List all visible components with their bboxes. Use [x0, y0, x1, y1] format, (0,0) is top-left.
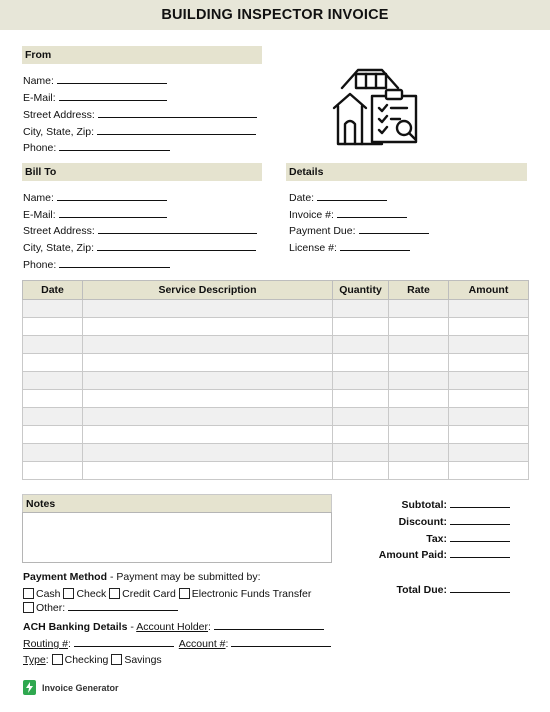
table-cell[interactable] — [23, 462, 83, 480]
ach-routing-account-row — [23, 637, 331, 650]
payment-option-eft[interactable]: Electronic Funds Transfer — [179, 588, 312, 600]
payment-method-line — [23, 571, 261, 583]
table-cell[interactable] — [333, 390, 389, 408]
table-cell[interactable] — [449, 300, 529, 318]
bill-to-street-field[interactable]: Street Address: — [23, 224, 257, 237]
details-date-field[interactable]: Date: — [289, 191, 387, 204]
table-cell[interactable] — [449, 390, 529, 408]
column-header-quantity: Quantity — [333, 281, 389, 300]
table-row — [23, 336, 529, 354]
table-cell[interactable] — [83, 408, 333, 426]
checkbox-other[interactable] — [23, 602, 34, 613]
table-cell[interactable] — [449, 408, 529, 426]
table-row — [23, 426, 529, 444]
table-cell[interactable] — [333, 318, 389, 336]
table-cell[interactable] — [389, 390, 449, 408]
checkbox-credit-card[interactable] — [109, 588, 120, 599]
invoice-title: BUILDING INSPECTOR INVOICE — [0, 0, 550, 30]
table-cell[interactable] — [333, 462, 389, 480]
bill-to-name-field[interactable]: Name: — [23, 191, 167, 204]
table-cell[interactable] — [83, 336, 333, 354]
bill-to-email-field[interactable]: E-Mail: — [23, 208, 167, 221]
table-row — [23, 408, 529, 426]
table-row — [23, 462, 529, 480]
from-email-field[interactable]: E-Mail: — [23, 91, 167, 104]
column-header-amount: Amount — [449, 281, 529, 300]
payment-method-subtext: - Payment may be submitted by: — [109, 571, 261, 583]
table-cell[interactable] — [23, 390, 83, 408]
table-cell[interactable] — [389, 300, 449, 318]
table-cell[interactable] — [83, 390, 333, 408]
notes-textarea[interactable] — [22, 512, 332, 563]
table-cell[interactable] — [333, 300, 389, 318]
subtotal-field[interactable]: Subtotal: — [402, 498, 511, 511]
table-row — [23, 390, 529, 408]
table-cell[interactable] — [449, 372, 529, 390]
table-cell[interactable] — [23, 372, 83, 390]
table-row — [23, 372, 529, 390]
payment-option-credit-card[interactable]: Credit Card — [109, 588, 176, 600]
ach-type-row: Type: Checking Savings — [23, 654, 162, 666]
table-cell[interactable] — [83, 426, 333, 444]
table-cell[interactable] — [449, 354, 529, 372]
payment-option-cash[interactable]: Cash — [23, 588, 61, 600]
table-cell[interactable] — [333, 354, 389, 372]
ach-routing-field[interactable]: Routing #: — [23, 638, 174, 650]
table-row — [23, 318, 529, 336]
details-payment-due-field[interactable]: Payment Due: — [289, 224, 429, 237]
amount-paid-field[interactable]: Amount Paid: — [379, 548, 510, 561]
table-cell[interactable] — [23, 336, 83, 354]
details-license-field[interactable]: License #: — [289, 241, 410, 254]
checkbox-eft[interactable] — [179, 588, 190, 599]
table-cell[interactable] — [389, 336, 449, 354]
from-city-field[interactable]: City, State, Zip: — [23, 125, 256, 138]
table-cell[interactable] — [333, 426, 389, 444]
building-inspection-checklist-icon — [330, 58, 420, 148]
table-cell[interactable] — [23, 354, 83, 372]
ach-account-field[interactable]: Account #: — [179, 638, 332, 650]
table-cell[interactable] — [389, 408, 449, 426]
column-header-date: Date — [23, 281, 83, 300]
table-cell[interactable] — [83, 462, 333, 480]
ach-account-holder-field[interactable]: ACH Banking Details - Account Holder: — [23, 620, 324, 633]
checkbox-check[interactable] — [63, 588, 74, 599]
table-cell[interactable] — [389, 462, 449, 480]
table-cell[interactable] — [333, 408, 389, 426]
from-street-field[interactable]: Street Address: — [23, 108, 257, 121]
table-cell[interactable] — [23, 426, 83, 444]
table-cell[interactable] — [389, 372, 449, 390]
discount-field[interactable]: Discount: — [399, 515, 510, 528]
table-cell[interactable] — [449, 426, 529, 444]
checkbox-cash[interactable] — [23, 588, 34, 599]
column-header-rate: Rate — [389, 281, 449, 300]
ach-heading: ACH Banking Details — [23, 621, 128, 633]
details-invoice-number-field[interactable]: Invoice #: — [289, 208, 407, 221]
table-cell[interactable] — [83, 444, 333, 462]
checkbox-checking[interactable] — [52, 654, 63, 665]
brand-label: Invoice Generator — [42, 682, 119, 693]
details-heading: Details — [286, 163, 527, 181]
from-heading: From — [22, 46, 262, 64]
from-name-field[interactable]: Name: — [23, 74, 167, 87]
table-cell[interactable] — [83, 318, 333, 336]
table-cell[interactable] — [389, 354, 449, 372]
table-cell[interactable] — [449, 336, 529, 354]
table-cell[interactable] — [449, 444, 529, 462]
table-cell[interactable] — [83, 372, 333, 390]
ach-type-savings[interactable]: Savings — [111, 654, 161, 666]
table-cell[interactable] — [449, 462, 529, 480]
from-phone-field[interactable]: Phone: — [23, 141, 170, 154]
ach-type-checking[interactable]: Checking — [52, 654, 109, 666]
table-cell[interactable] — [449, 318, 529, 336]
table-cell[interactable] — [389, 426, 449, 444]
payment-options-row — [23, 588, 311, 600]
bill-to-city-field[interactable]: City, State, Zip: — [23, 241, 256, 254]
table-row — [23, 444, 529, 462]
table-cell[interactable] — [23, 444, 83, 462]
payment-option-other[interactable]: Other: — [23, 601, 178, 614]
bill-to-phone-field[interactable]: Phone: — [23, 258, 170, 271]
total-due-field[interactable]: Total Due: — [396, 583, 510, 596]
table-row — [23, 300, 529, 318]
table-cell[interactable] — [389, 318, 449, 336]
table-header-row — [23, 281, 529, 300]
table-cell[interactable] — [389, 444, 449, 462]
checkbox-savings[interactable] — [111, 654, 122, 665]
column-header-description: Service Description — [83, 281, 333, 300]
payment-method-heading: Payment Method — [23, 571, 108, 583]
table-cell[interactable] — [83, 354, 333, 372]
table-cell[interactable] — [333, 372, 389, 390]
table-cell[interactable] — [83, 300, 333, 318]
tax-field[interactable]: Tax: — [426, 532, 510, 545]
table-cell[interactable] — [333, 336, 389, 354]
service-items-table — [22, 280, 529, 480]
bill-to-heading: Bill To — [22, 163, 262, 181]
invoice-generator-logo[interactable] — [23, 680, 119, 695]
payment-option-check[interactable]: Check — [63, 588, 106, 600]
notes-heading: Notes — [22, 494, 332, 512]
table-cell[interactable] — [23, 408, 83, 426]
lightning-bolt-icon — [23, 680, 36, 695]
table-cell[interactable] — [23, 300, 83, 318]
table-cell[interactable] — [333, 444, 389, 462]
table-row — [23, 354, 529, 372]
table-cell[interactable] — [23, 318, 83, 336]
